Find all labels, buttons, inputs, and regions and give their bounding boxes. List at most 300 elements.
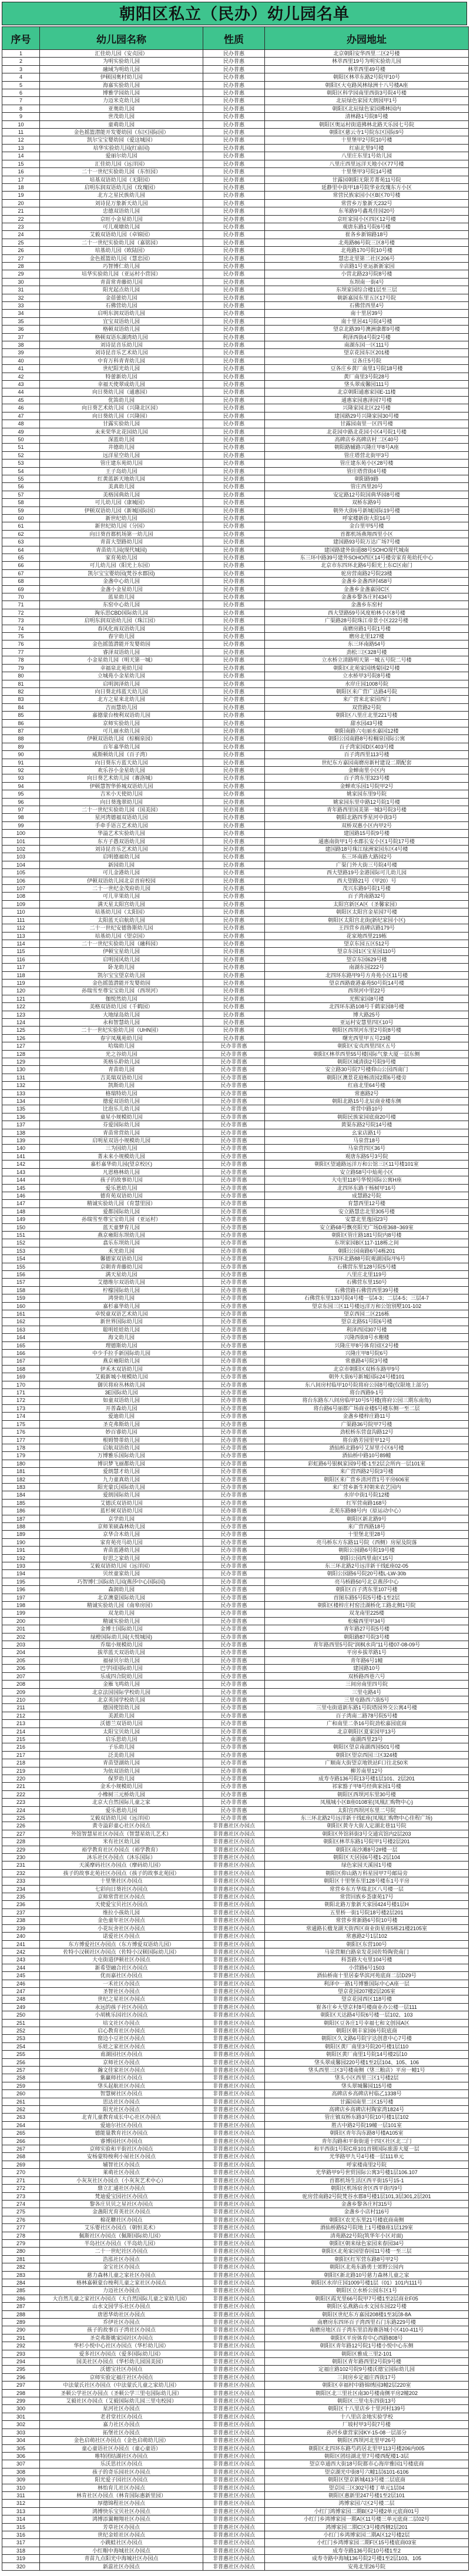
cell-no: 79 xyxy=(2,664,40,672)
cell-type: 民办非普惠 xyxy=(203,1515,265,1522)
cell-no: 16 xyxy=(2,168,40,176)
cell-address: 朝阳区外馆斜街3号交通宾馆内2层203 xyxy=(265,1830,469,1837)
cell-address: 朝阳民族家园底商20号楼 xyxy=(265,1113,469,1121)
table-row xyxy=(2,65,469,73)
cell-no: 256 xyxy=(2,2058,40,2066)
cell-address: 高碑店乡高碑店村临乙1338号 xyxy=(265,2090,469,2098)
cell-name: 天溪摩码社区办园点（摩码幼儿园） xyxy=(40,1861,203,1869)
cell-no: 163 xyxy=(2,1326,40,1333)
table-row xyxy=(2,1404,469,1412)
table-row xyxy=(2,1089,469,1097)
cell-no: 249 xyxy=(2,2003,40,2011)
cell-no: 63 xyxy=(2,538,40,546)
cell-name: 万博雅乐国际幼儿园 xyxy=(40,1452,203,1460)
cell-name: 金宝社区办园点 xyxy=(40,2263,203,2271)
table-row xyxy=(2,1137,469,1145)
cell-name: 德爱双语幼儿园 xyxy=(40,1098,203,1105)
cell-name: 吉美瑞双语幼儿园 xyxy=(40,1074,203,1081)
cell-address: 望京东园629号楼 xyxy=(265,955,469,963)
cell-address: 通惠南街甲1号水郡长安小区1号院17号楼 xyxy=(265,837,469,845)
cell-type: 民办普惠 xyxy=(203,798,265,806)
cell-no: 187 xyxy=(2,1515,40,1522)
cell-name: 聪明娃娃幼儿园 xyxy=(40,1326,203,1333)
cell-no: 129 xyxy=(2,1058,40,1066)
cell-type: 民办非普惠 xyxy=(203,1192,265,1199)
cell-name: 比泡乐儿幼儿园 xyxy=(40,1105,203,1113)
cell-type: 非普惠社区办园点 xyxy=(203,1861,265,1869)
cell-type: 民办非普惠 xyxy=(203,1735,265,1743)
cell-type: 非普惠社区办园点 xyxy=(203,1964,265,1971)
cell-name: 汇佳幼儿园（远洋园） xyxy=(40,160,203,167)
cell-type: 民办非普惠 xyxy=(203,1656,265,1664)
cell-no: 298 xyxy=(2,2389,40,2397)
cell-no: 241 xyxy=(2,1940,40,1948)
cell-name: 爱乐恩幼儿园 xyxy=(40,1184,203,1192)
table-row xyxy=(2,451,469,459)
cell-address: 小营路6号1503 xyxy=(265,1964,469,1971)
cell-type: 民办非普惠 xyxy=(203,1310,265,1318)
cell-name: 巴学园国际幼儿园 xyxy=(40,1665,203,1672)
cell-address: 朝阳区来广营乡清河营1号平房606室 xyxy=(265,1475,469,1483)
cell-address: 常惠路4号院3号楼 xyxy=(265,1357,469,1365)
table-row xyxy=(2,1980,469,1987)
cell-type: 非普惠社区办园点 xyxy=(203,2295,265,2302)
cell-no: 1 xyxy=(2,50,40,58)
table-row xyxy=(2,2208,469,2216)
cell-type: 非普惠社区办园点 xyxy=(203,1830,265,1837)
cell-no: 266 xyxy=(2,2137,40,2145)
cell-type: 民办非普惠 xyxy=(203,1775,265,1782)
table-row xyxy=(2,821,469,829)
cell-type: 民办普惠 xyxy=(203,735,265,743)
cell-address: 望京东园三区11号楼远洋万和公馆别墅101-102 xyxy=(265,1302,469,1310)
cell-no: 270 xyxy=(2,2169,40,2176)
cell-address: 朝阳区望京南湖西园501号楼 xyxy=(265,1743,469,1751)
table-row xyxy=(2,1814,469,1822)
cell-name: 汇佳幼儿园（安贞园） xyxy=(40,50,203,58)
cell-no: 35 xyxy=(2,317,40,325)
table-row xyxy=(2,2248,469,2255)
table-row xyxy=(2,113,469,120)
cell-no: 167 xyxy=(2,1357,40,1365)
cell-no: 193 xyxy=(2,1562,40,1570)
cell-no: 169 xyxy=(2,1373,40,1381)
cell-type: 非普惠社区办园点 xyxy=(203,1924,265,1932)
cell-address: 凤凰城小区B座0108室(凤凰汇购物中心) xyxy=(265,1799,469,1806)
cell-type: 非普惠社区办园点 xyxy=(203,2397,265,2405)
table-row xyxy=(2,1231,469,1239)
cell-type: 民办非普惠 xyxy=(203,1420,265,1428)
cell-type: 民办普惠 xyxy=(203,499,265,507)
cell-address: 百子湾南二路78号院5号楼 xyxy=(265,1712,469,1719)
cell-type: 民办普惠 xyxy=(203,806,265,814)
cell-type: 非普惠社区办园点 xyxy=(203,2429,265,2436)
cell-name: 美格国典幼儿园 xyxy=(40,491,203,498)
cell-address: 水岸中街1号院12楼 xyxy=(265,1491,469,1499)
cell-name: 小灰灰社区办园点（小灰灰艺术中心） xyxy=(40,2176,203,2184)
table-row xyxy=(2,774,469,782)
cell-no: 202 xyxy=(2,1633,40,1641)
table-row xyxy=(2,2042,469,2050)
cell-name: 可儿金港幼儿园 xyxy=(40,869,203,877)
cell-name: 世纪金娃社区办园点 xyxy=(40,2531,203,2538)
cell-no: 279 xyxy=(2,2239,40,2247)
cell-type: 民办非普惠 xyxy=(203,1814,265,1822)
cell-no: 240 xyxy=(2,1933,40,1940)
cell-name: 三为园幼儿园 xyxy=(40,1145,203,1152)
cell-address: 清苑路22号院(筑华年小区对面) xyxy=(265,2232,469,2239)
table-row xyxy=(2,1168,469,1176)
cell-name: 瀚文佳家社区办园点 xyxy=(40,2067,203,2074)
cell-address: 青年路西里国美第一城3号院3号楼 xyxy=(265,806,469,814)
cell-address: 朝阳区黄厂南里1号院14号楼2层10 xyxy=(265,2051,469,2058)
cell-type: 民办普惠 xyxy=(203,412,265,420)
table-row xyxy=(2,522,469,530)
cell-no: 217 xyxy=(2,1751,40,1759)
cell-address: 朝阳区机场宿舍区西平街丙9号 xyxy=(265,2185,469,2192)
table-row xyxy=(2,2067,469,2074)
cell-name: 慈力森林儿童之家社区办园点 xyxy=(40,2271,203,2279)
cell-address: 驼房营南路2号院23楼 xyxy=(265,569,469,577)
cell-no: 251 xyxy=(2,2019,40,2027)
cell-name: 淘乐思CBD国际幼儿园 xyxy=(40,609,203,616)
cell-name: 燕京雍阳东坝幼儿园 xyxy=(40,1231,203,1239)
cell-name: 艾毅社区办园点（艾毅国际幼儿园三里屯校园） xyxy=(40,2397,203,2405)
cell-address: 清林路1号院8号楼 xyxy=(265,113,469,120)
cell-address: 朝阳区青年路西里2号院9号楼 xyxy=(265,2358,469,2366)
cell-type: 民办非普惠 xyxy=(203,1767,265,1775)
table-row xyxy=(2,223,469,230)
cell-address: 朝阳区南沙滩8号2#楼一层 xyxy=(265,1846,469,1853)
cell-name: 艾毅双语幼儿园（卓锦园） xyxy=(40,231,203,239)
table-row xyxy=(2,2058,469,2066)
cell-no: 222 xyxy=(2,1790,40,1798)
table-row xyxy=(2,1987,469,1995)
table-row xyxy=(2,2090,469,2098)
cell-no: 219 xyxy=(2,1767,40,1775)
cell-name: 京朝青青藤幼儿园 xyxy=(40,1263,203,1270)
cell-type: 民办普惠 xyxy=(203,231,265,239)
cell-name: 思达社区办园点 xyxy=(40,2098,203,2105)
table-row xyxy=(2,932,469,940)
cell-no: 11 xyxy=(2,129,40,136)
table-row xyxy=(2,1594,469,1601)
cell-type: 民办普惠 xyxy=(203,388,265,396)
cell-type: 民办非普惠 xyxy=(203,1783,265,1790)
cell-no: 13 xyxy=(2,144,40,152)
table-row xyxy=(2,569,469,577)
cell-no: 178 xyxy=(2,1444,40,1451)
cell-no: 10 xyxy=(2,120,40,128)
table-row xyxy=(2,2185,469,2192)
cell-address: 常营乡万象新天232号 xyxy=(265,199,469,207)
cell-no: 78 xyxy=(2,656,40,664)
table-row xyxy=(2,2358,469,2366)
cell-name: 永远的孩子社区办园点 xyxy=(40,2003,203,2011)
cell-name: 二十一世纪社区办园点 xyxy=(40,2248,203,2255)
cell-name: 太阳宝贝幼儿园 xyxy=(40,1728,203,1735)
cell-type: 民办非普惠 xyxy=(203,1302,265,1310)
cell-name: 山水文园学乐社区办园点 xyxy=(40,2303,203,2310)
cell-name: 爱都国际幼儿园 xyxy=(40,1208,203,1215)
cell-address: 管庄塔营街4号楼 xyxy=(265,467,469,475)
table-row xyxy=(2,1263,469,1270)
cell-no: 268 xyxy=(2,2153,40,2161)
table-row xyxy=(2,2397,469,2405)
cell-no: 181 xyxy=(2,1468,40,1475)
table-row xyxy=(2,2279,469,2286)
cell-type: 民办非普惠 xyxy=(203,1176,265,1184)
cell-name: 沃德宝社区办园点 xyxy=(40,2366,203,2373)
cell-type: 非普惠社区办园点 xyxy=(203,1972,265,1980)
cell-address: 朝阳区安贞西里四区五号 xyxy=(265,1042,469,1050)
cell-name: 刘诗昆音乐艺术幼儿园 xyxy=(40,349,203,357)
cell-no: 88 xyxy=(2,735,40,743)
table-row xyxy=(2,1286,469,1294)
cell-type: 非普惠社区办园点 xyxy=(203,2216,265,2223)
cell-no: 135 xyxy=(2,1105,40,1113)
cell-address: 茂兴东路9号院1号楼 xyxy=(265,885,469,893)
table-row xyxy=(2,1050,469,1058)
table-row xyxy=(2,2169,469,2176)
table-row xyxy=(2,2334,469,2342)
table-row xyxy=(2,2342,469,2350)
table-row xyxy=(2,2562,469,2570)
cell-no: 282 xyxy=(2,2263,40,2271)
cell-name: 培华实验幼儿园(红庙园) xyxy=(40,144,203,152)
table-row xyxy=(2,435,469,443)
cell-address: 常营乡东方华瑞北区八号楼一层 xyxy=(265,1885,469,1893)
table-row xyxy=(2,1499,469,1507)
cell-type: 非普惠社区办园点 xyxy=(203,2161,265,2168)
table-row xyxy=(2,1310,469,1318)
cell-name: 二十一世纪安德鲁斯幼儿园 xyxy=(40,924,203,932)
cell-name: 培基双语幼儿园（无限园） xyxy=(40,176,203,183)
cell-type: 民办普惠 xyxy=(203,727,265,734)
cell-type: 非普惠社区办园点 xyxy=(203,2067,265,2074)
cell-address: 马泉营四区36号 xyxy=(265,1145,469,1152)
table-row xyxy=(2,1082,469,1089)
cell-no: 250 xyxy=(2,2011,40,2019)
cell-name: 启明星双语小规模幼儿园 xyxy=(40,1137,203,1145)
cell-name: 向日葵幼儿园（通惠园） xyxy=(40,388,203,396)
cell-address: 科荟路大屯里104号楼 xyxy=(265,1956,469,1964)
cell-no: 320 xyxy=(2,2562,40,2570)
cell-name: 星河湾德福双语幼儿园 xyxy=(40,814,203,821)
cell-no: 294 xyxy=(2,2358,40,2366)
cell-no: 43 xyxy=(2,381,40,388)
cell-name: 启明德福幼儿园 xyxy=(40,853,203,861)
cell-name: 格顿双语幼儿园 xyxy=(40,326,203,333)
cell-address: 朝外大街6号新城国际19号楼 xyxy=(265,507,469,514)
cell-no: 185 xyxy=(2,1499,40,1507)
cell-type: 民办普惠 xyxy=(203,846,265,853)
table-row xyxy=(2,310,469,317)
table-row xyxy=(2,373,469,380)
cell-name: 京师实验定福庄社区办园点 xyxy=(40,2373,203,2381)
cell-type: 民办非普惠 xyxy=(203,1452,265,1460)
cell-no: 4 xyxy=(2,73,40,81)
cell-no: 87 xyxy=(2,727,40,734)
cell-type: 非普惠社区办园点 xyxy=(203,2255,265,2263)
table-row xyxy=(2,593,469,601)
cell-address: 金台里甲5号楼 xyxy=(265,522,469,530)
cell-name: 艾毅双语幼儿园（远洋园） xyxy=(40,1814,203,1822)
table-row xyxy=(2,50,469,58)
cell-no: 255 xyxy=(2,2051,40,2058)
cell-name: 满天星幼儿园 xyxy=(40,1270,203,1278)
cell-name: 爱多社区办园点（爱多国际幼儿园） xyxy=(40,2350,203,2357)
cell-no: 125 xyxy=(2,1027,40,1034)
cell-address: 将台路芳园里甲12号 xyxy=(265,1436,469,1444)
table-row xyxy=(2,751,469,759)
cell-no: 297 xyxy=(2,2382,40,2389)
cell-address: 太阳宫西坝河东里二号院 xyxy=(265,1806,469,1814)
cell-address: 东三环中路39号建外SOHO西区14号楼旁家育苑幼托中心 xyxy=(265,554,469,562)
cell-name: 艾乐婴社区办园点（朝恒美术） xyxy=(40,2224,203,2232)
cell-address: 光华路甲九号4号楼一层111单元 xyxy=(265,2153,469,2161)
table-row xyxy=(2,1917,469,1924)
table-row xyxy=(2,231,469,239)
cell-name: 启明东润双语幼儿园（玫瑰园） xyxy=(40,183,203,191)
cell-address: 平房乡拔萃路1号 xyxy=(265,1649,469,1656)
cell-name: 力迈社区办园点 xyxy=(40,2287,203,2295)
cell-address: 管庄塔营北街甲3号 xyxy=(265,451,469,459)
cell-type: 民办非普惠 xyxy=(203,1105,265,1113)
cell-no: 205 xyxy=(2,1656,40,1664)
cell-no: 192 xyxy=(2,1554,40,1562)
cell-no: 231 xyxy=(2,1861,40,1869)
cell-type: 民办普惠 xyxy=(203,625,265,632)
cell-type: 民办普惠 xyxy=(203,830,265,837)
cell-address: 光熙家园8号楼 xyxy=(265,995,469,1002)
cell-type: 民办普惠 xyxy=(203,105,265,112)
cell-no: 207 xyxy=(2,1672,40,1680)
cell-address: 朝阳区西坝河东里2号院8号楼 xyxy=(265,1027,469,1034)
cell-address: 东坝家园B区117-118栋之间 xyxy=(265,1239,469,1247)
cell-type: 民办非普惠 xyxy=(203,1350,265,1357)
table-row xyxy=(2,507,469,514)
cell-no: 51 xyxy=(2,444,40,451)
cell-no: 9 xyxy=(2,113,40,120)
cell-address: 百子湾南路32号 xyxy=(265,893,469,900)
table-row xyxy=(2,530,469,538)
cell-address: 朝阳北路15号北辰商业楼东侧 xyxy=(265,1098,469,1105)
cell-no: 48 xyxy=(2,420,40,428)
cell-address: 京旺家园小区四区12号楼 xyxy=(265,215,469,223)
cell-no: 144 xyxy=(2,1176,40,1184)
cell-type: 民办非普惠 xyxy=(203,1468,265,1475)
cell-name: 凡恩格林幼儿园 xyxy=(40,1168,203,1176)
cell-no: 103 xyxy=(2,853,40,861)
cell-name: 京师实验幼儿园 xyxy=(40,719,203,727)
cell-name: 老君堂社区办园点 xyxy=(40,2413,203,2420)
cell-type: 民办普惠 xyxy=(203,199,265,207)
cell-type: 民办非普惠 xyxy=(203,1184,265,1192)
cell-type: 民办普惠 xyxy=(203,152,265,160)
cell-no: 197 xyxy=(2,1594,40,1601)
cell-address: 小红门乡鸿博家园二期F区15号楼底商03室 xyxy=(265,2539,469,2547)
cell-type: 非普惠社区办园点 xyxy=(203,1854,265,1861)
cell-no: 188 xyxy=(2,1522,40,1530)
cell-address: 酒仙桥南十里居泰华滨河苑底商二层D29号 xyxy=(265,1972,469,1980)
cell-name: 吉而慧幼儿园 xyxy=(40,703,203,711)
cell-name: 海文幼儿园 xyxy=(40,1334,203,1341)
cell-name: 3E国际幼儿园 xyxy=(40,1389,203,1397)
table-row xyxy=(2,948,469,955)
cell-name: 威斯顿幼儿园（百子湾） xyxy=(40,751,203,759)
table-row xyxy=(2,302,469,310)
table-row xyxy=(2,1105,469,1113)
cell-name: 金色摇篮潜能开发婴幼园 xyxy=(40,979,203,987)
cell-name: 唐恩华幼社区办园点 xyxy=(40,2310,203,2318)
cell-address: 朝阳区北苑家园望春园11号楼一至三层 xyxy=(265,2248,469,2255)
cell-no: 60 xyxy=(2,514,40,522)
table-row xyxy=(2,578,469,585)
table-row xyxy=(2,1121,469,1129)
table-row xyxy=(2,58,469,65)
cell-no: 203 xyxy=(2,1641,40,1649)
table-row xyxy=(2,428,469,435)
cell-type: 民办非普惠 xyxy=(203,1617,265,1625)
cell-type: 民办普惠 xyxy=(203,554,265,562)
cell-no: 189 xyxy=(2,1531,40,1538)
cell-type: 非普惠社区办园点 xyxy=(203,2460,265,2468)
cell-name: 艾毅新城小规模幼儿园 xyxy=(40,1373,203,1381)
cell-no: 252 xyxy=(2,2027,40,2034)
cell-address: 常惠路2号 xyxy=(265,1089,469,1097)
column-header-type: 性质 xyxy=(203,27,265,50)
cell-name: 培基幼儿园（太阳园） xyxy=(40,908,203,916)
cell-address: 朝阳区望通路远洋万和公馆三区11号楼101室 xyxy=(265,1160,469,1168)
page-title: 朝阳区私立（民办）幼儿园名单 xyxy=(2,2,467,25)
table-row xyxy=(2,900,469,908)
cell-no: 295 xyxy=(2,2366,40,2373)
cell-no: 243 xyxy=(2,1956,40,1964)
cell-address: 将台路6号丽都广场商业楼5号楼东侧一至二层 xyxy=(265,1404,469,1412)
cell-no: 171 xyxy=(2,1389,40,1397)
cell-name: 鼎立汇通社区办园点 xyxy=(40,2185,203,2192)
cell-name: 巧智博仁国际幼儿园(燕莎中心国际园) xyxy=(40,1578,203,1585)
cell-type: 民办普惠 xyxy=(203,176,265,183)
table-row xyxy=(2,2216,469,2223)
cell-type: 民办普惠 xyxy=(203,861,265,868)
cell-no: 158 xyxy=(2,1286,40,1294)
cell-type: 民办普惠 xyxy=(203,467,265,475)
cell-type: 非普惠社区办园点 xyxy=(203,2358,265,2366)
cell-address: 北四环东路干杨树甲16号 xyxy=(265,1184,469,1192)
cell-name: 吉米小天使幼儿园 xyxy=(40,790,203,798)
cell-name: 启明国风幼儿园 xyxy=(40,955,203,963)
cell-type: 非普惠社区办园点 xyxy=(203,2507,265,2515)
cell-no: 299 xyxy=(2,2397,40,2405)
cell-name: 沐乐社区办园点（沐乐国际） xyxy=(40,1854,203,1861)
cell-type: 非普惠社区办园点 xyxy=(203,2003,265,2011)
cell-address: 王四营乡高碑店路179号 xyxy=(265,924,469,932)
cell-name: 培基幼儿园（望京园） xyxy=(40,932,203,940)
table-row xyxy=(2,89,469,97)
cell-type: 非普惠社区办园点 xyxy=(203,2484,265,2491)
table-row xyxy=(2,916,469,924)
cell-name: 德育苑双语幼儿园 xyxy=(40,1192,203,1199)
cell-no: 318 xyxy=(2,2547,40,2554)
table-row xyxy=(2,1854,469,1861)
cell-address: 垡头翠成馨园111号 xyxy=(265,381,469,388)
table-row xyxy=(2,1223,469,1231)
cell-name: 华杉小悦中心社区办园点（华杉幼儿园） xyxy=(40,2342,203,2350)
cell-type: 非普惠社区办园点 xyxy=(203,1822,265,1830)
cell-name: 梵迪爱宝园社区办园点 xyxy=(40,2192,203,2200)
